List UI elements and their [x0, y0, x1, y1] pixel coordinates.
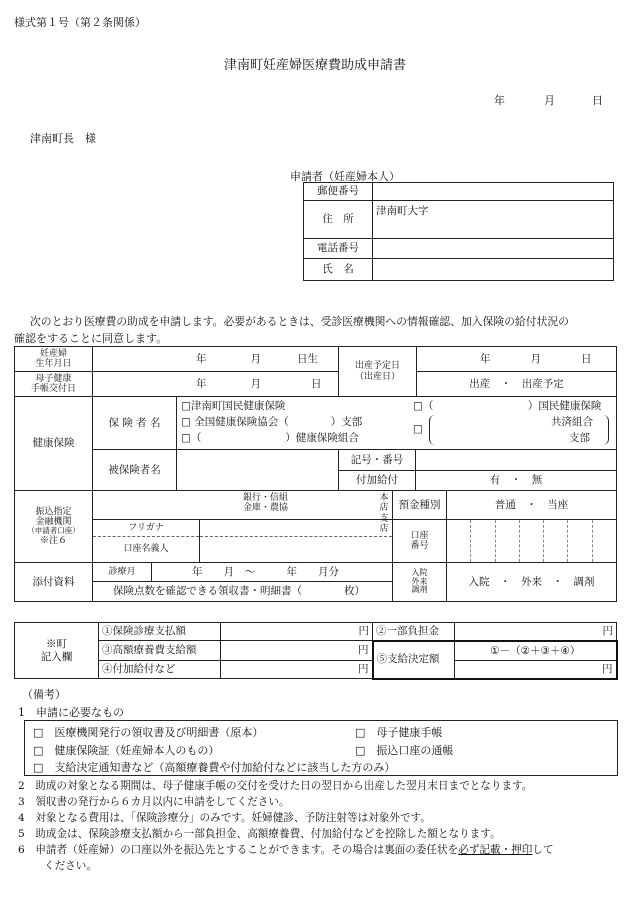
visit-type-choice[interactable]: 入院 ・ 外来 ・ 調剤 [447, 563, 617, 602]
date-month: 月 [544, 94, 555, 107]
req-handbook: □ 母子健康手帳 [355, 726, 443, 739]
symbol-field[interactable] [416, 450, 617, 470]
account-number-field[interactable] [447, 520, 617, 563]
bank-name-field[interactable]: 銀行・信組 金庫・農協 本店 支店 [93, 491, 393, 520]
postal-label: 郵便番号 [304, 183, 373, 201]
note-6: 6 申請者（妊産婦）の口座以外を振込先とすることができます。その場合は裏面の委任状を必ず記載・押印して [18, 844, 554, 856]
page-title: 津南町妊産婦医療費助成申請書 [223, 58, 406, 73]
applicant-caption: 申請者（妊産婦本人） [290, 170, 400, 183]
date-year: 年 [494, 94, 505, 107]
insured-field[interactable] [177, 450, 339, 491]
intro-line-1: 次のとおり医療費の助成を申請します。必要があるときは、受診医療機関への情報確認、加入保険の給付状況の [30, 315, 569, 328]
bank-label: 振込指定 金融機関 （申請者口座） ※注６ [15, 491, 93, 563]
addon-choice[interactable]: 有 ・ 無 [489, 474, 543, 487]
office-item-1-value[interactable]: 円 [221, 623, 373, 641]
addressee: 津南町長 様 [30, 132, 96, 145]
insurance-label: 健康保険 [15, 397, 93, 491]
postal-field[interactable] [373, 183, 614, 201]
date-day: 日 [592, 94, 603, 107]
office-label: ※町 記入欄 [15, 623, 99, 679]
note-6-emphasis: 必ず記載・押印 [458, 844, 533, 856]
holder-label: 口座名義人 [93, 536, 200, 562]
address-field[interactable]: 津南町大字 [373, 201, 614, 239]
req-decision-notice: □ 支給決定通知書など（高額療養費や付加給付などに該当した方のみ） [33, 761, 396, 774]
note-6-cont: ください。 [44, 860, 97, 872]
deposit-choice[interactable]: 普通 ・ 当座 [447, 491, 617, 520]
receipt-count[interactable]: 保険点数を確認できる領収書・明細書（ 枚） [113, 585, 365, 597]
applicant-table [303, 182, 614, 281]
office-formula: ①－（②＋③＋④） [455, 641, 617, 661]
birth-date-label: 妊産婦 生年月日 [15, 347, 93, 372]
note-4: 4 対象となる費用は、「保険診療分」のみです。妊婦健診、予防注射等は対象外です。 [18, 812, 431, 824]
notes-heading: （備考） [22, 688, 66, 701]
insurer-option-kokuho[interactable]: □（ ）国民健康保険 [413, 400, 602, 412]
insurer-option-kyosai-box[interactable]: □ [413, 423, 423, 435]
account-number-label: 口座 番号 [393, 520, 447, 563]
phone-field[interactable] [373, 239, 614, 259]
visit-type-label: 入院 外来 調剤 [393, 563, 447, 602]
office-item-3-value[interactable]: 円 [221, 641, 373, 661]
due-date-field[interactable]: 年 月 日 [417, 347, 617, 372]
office-use-table [14, 622, 618, 680]
holder-field[interactable] [200, 536, 393, 562]
insurer-options [177, 397, 617, 450]
insured-label: 被保険者名 [93, 450, 177, 491]
insurer-option-kyosai: 共済組合 [551, 416, 593, 428]
deposit-label: 預金種別 [393, 491, 447, 520]
exam-month-range[interactable]: 年 月 〜 年 月分 [192, 566, 339, 578]
note-1: 1 申請に必要なもの [18, 706, 124, 719]
exam-month-label: 診療月 [93, 563, 152, 581]
name-field[interactable] [373, 259, 614, 281]
phone-label: 電話番号 [304, 239, 373, 259]
insurer-label: 保 険 者 名 [93, 397, 177, 450]
insurer-option-kyosai-branch: 支部 [569, 432, 590, 444]
main-form-table [14, 346, 617, 602]
symbol-label: 記号・番号 [339, 450, 416, 470]
due-date-label: 出産予定日 （出産日） [339, 347, 417, 397]
intro-line-2: 確認をすることに同意します。 [14, 332, 168, 345]
birth-type-choice[interactable]: 出産 ・ 出産予定 [417, 372, 617, 397]
office-item-5-value[interactable]: 円 [455, 661, 617, 679]
office-item-2: ②一部負担金 [373, 623, 455, 641]
office-item-3: ③高額療養費支給額 [99, 641, 221, 661]
office-item-4: ④付加給付など [99, 661, 221, 679]
office-item-1: ①保険診療支払額 [99, 623, 221, 641]
req-passbook: □ 振込口座の通帳 [355, 744, 454, 757]
note-5: 5 助成金は、保険診療支払額から一部負担金、高額療養費、付加給付などを控除した額となります。 [18, 828, 501, 840]
birth-date-field[interactable]: 年 月 日生 [93, 347, 339, 372]
insurer-option-tsunan[interactable]: □津南町国民健康保険 [181, 400, 286, 412]
insurer-option-kumiai[interactable]: □（ ）健康保険組合 [181, 432, 359, 444]
office-item-2-value[interactable]: 円 [455, 623, 617, 641]
req-insurance-card: □ 健康保険証（妊産婦本人のもの） [33, 744, 220, 757]
furigana-label: フリガナ [93, 520, 200, 536]
req-receipt: □ 医療機関発行の領収書及び明細書（原本） [33, 726, 264, 739]
address-label: 住 所 [304, 201, 373, 239]
furigana-field[interactable] [200, 520, 393, 536]
name-label: 氏 名 [304, 259, 373, 281]
note-2: 2 助成の対象となる期間は、母子健康手帳の交付を受けた日の翌日から出産した翌月末日までとなります。 [18, 780, 533, 792]
attach-label: 添付資料 [15, 563, 93, 602]
handbook-date-label: 母子健康 手帳交付日 [15, 372, 93, 397]
handbook-date-field[interactable]: 年 月 日 [93, 372, 339, 397]
office-item-4-value[interactable]: 円 [221, 661, 373, 679]
form-number: 様式第１号（第２条関係） [14, 16, 146, 29]
office-item-5: ⑤支給決定額 [373, 641, 455, 679]
note-3: 3 領収書の発行から６カ月以内に申請をしてください。 [18, 796, 290, 808]
addon-label: 付加給付 [339, 470, 416, 490]
requirements-box [24, 720, 618, 776]
insurer-option-kyokai[interactable]: □ 全国健康保険協会（ ）支部 [181, 416, 363, 428]
